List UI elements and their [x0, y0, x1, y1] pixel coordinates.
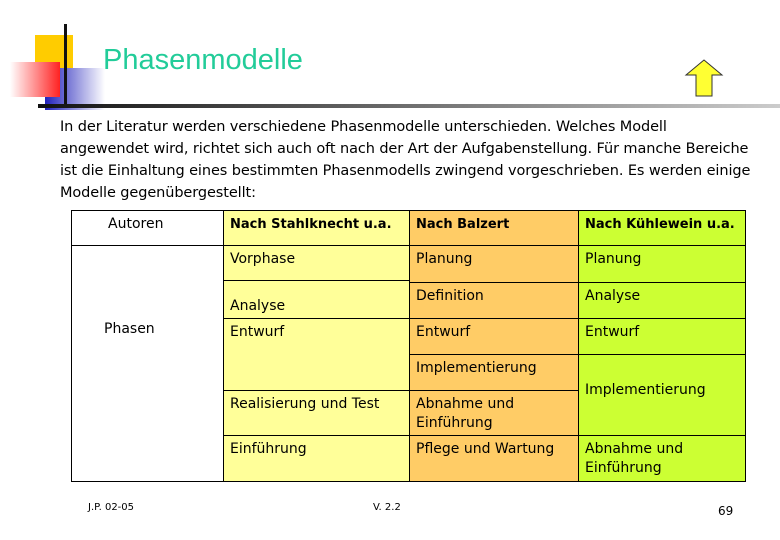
- balzert-cell: Pflege und Wartung: [409, 435, 579, 482]
- header-stahlknecht: Nach Stahlknecht u.a.: [223, 210, 410, 246]
- logo-decoration: [0, 0, 110, 110]
- balzert-cell: Abnahme und Einführung: [409, 390, 579, 436]
- page-title: Phasenmodelle: [103, 44, 303, 76]
- stahlknecht-cell: Entwurf: [223, 318, 410, 391]
- intro-text: In der Literatur werden verschiedene Phasenmodelle unterschieden. Welches Modell angewendet wird, richtet sich auch oft nach der Art der Aufgabenstellung. Für manche Bereiche ist die Einhaltung eines bestimmten Phasenmodells zwingend vorgeschrieben. Es werden einige Modelle gegenübergestellt:: [60, 119, 751, 201]
- stahlknecht-cell: Analyse: [223, 280, 410, 319]
- balzert-cell: Implementierung: [409, 354, 579, 391]
- stahlknecht-cell: Realisierung und Test: [223, 390, 410, 436]
- kuehlewein-cell: Entwurf: [578, 318, 746, 355]
- balzert-cell: Definition: [409, 282, 579, 319]
- phasen-cell: Phasen: [71, 245, 224, 482]
- kuehlewein-cell: Planung: [578, 245, 746, 283]
- footer-version: V. 2.2: [373, 502, 401, 513]
- balzert-cell: Planung: [409, 245, 579, 283]
- stahlknecht-cell: Vorphase: [223, 245, 410, 281]
- up-arrow-icon[interactable]: [684, 58, 724, 98]
- kuehlewein-cell: Abnahme und Einführung: [578, 435, 746, 482]
- header-balzert: Nach Balzert: [409, 210, 579, 246]
- balzert-cell: Entwurf: [409, 318, 579, 355]
- stahlknecht-cell: Einführung: [223, 435, 410, 482]
- page-number: 69: [718, 504, 734, 518]
- title-underline: [38, 104, 780, 108]
- header-kuehlewein: Nach Kühlewein u.a.: [578, 210, 746, 246]
- footer-author: J.P. 02-05: [88, 502, 135, 513]
- kuehlewein-cell: Analyse: [578, 282, 746, 319]
- kuehlewein-cell: Implementierung: [578, 354, 746, 436]
- autoren-cell: Autoren: [71, 210, 224, 246]
